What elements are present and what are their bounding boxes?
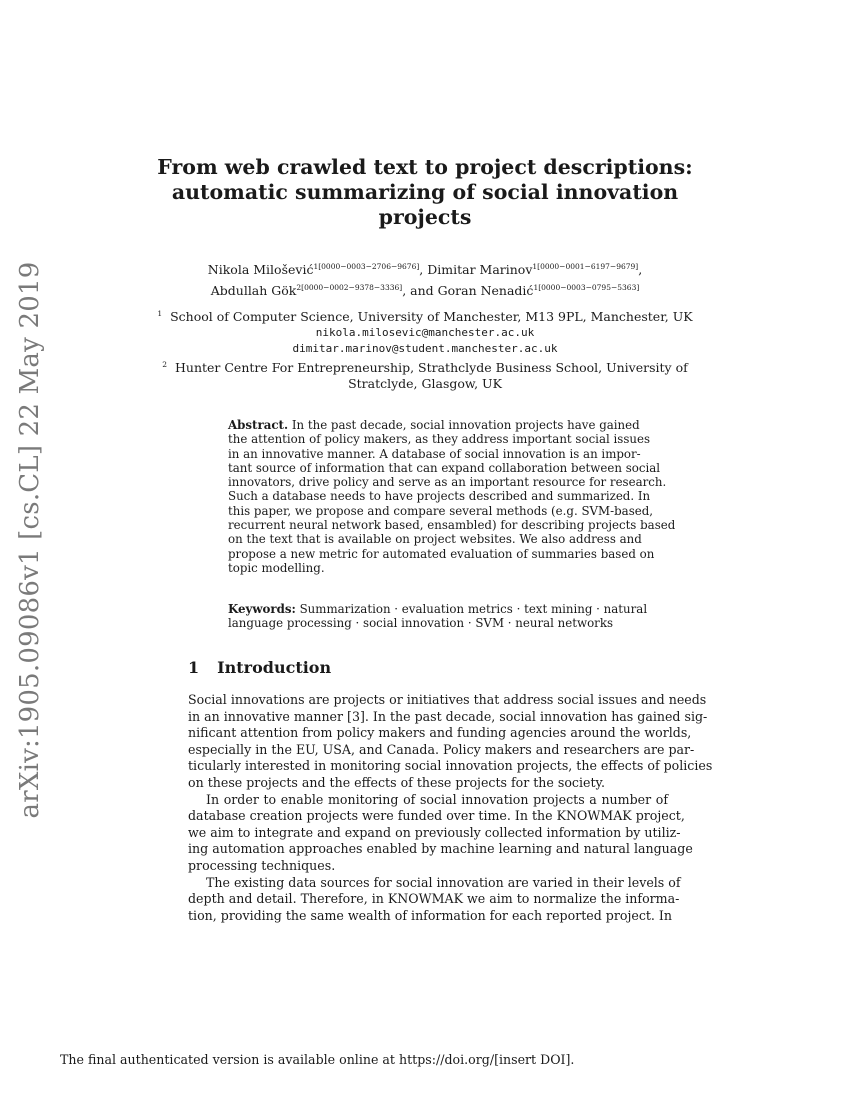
author-name: Abdullah Gök [210,283,297,298]
abstract-line: this paper, we propose and compare several methods (e.g. SVM-based, [228,503,654,518]
arxiv-id: arXiv:1905.09086v1 [cs.CL] 22 May 2019 [15,261,45,819]
section-number: 1 [188,658,200,677]
author-name: Nikola Milošević [207,262,314,277]
email-1[interactable]: nikola.milosevic@manchester.ac.uk [315,326,535,339]
affiliation-marker: 1 [157,309,163,318]
email-2[interactable]: dimitar.marinov@student.manchester.ac.uk [292,342,558,355]
abstract-label: Abstract. [228,418,289,432]
author-orcid: 1[0000−0003−2706−9676] [313,262,420,271]
abstract-line: innovators, drive policy and serve as an important resource for research. [228,475,667,490]
abstract-line: the attention of policy makers, as they address important social issues [228,432,651,447]
abstract-line [228,418,640,432]
keywords-label: Keywords: [228,602,296,616]
abstract-line: on the text that is available on project websites. We also address and [228,532,642,547]
body-line: depth and detail. Therefore, in KNOWMAK we aim to normalize the informa- [188,891,680,907]
title-line: automatic summarizing of social innovation [171,180,679,204]
body-line: In order to enable monitoring of social innovation projects a number of [206,791,668,807]
keywords-text: Summarization · evaluation metrics · text mining · natural [299,602,648,616]
author-name: , Dimitar Marinov [419,262,533,277]
author-name: , and Goran Nenadić [402,283,534,298]
affiliation-1 [150,306,700,325]
abstract-line: topic modelling. [228,560,325,575]
affiliation-marker: 2 [162,360,168,369]
author-orcid: 2[0000−0002−9378−3336] [296,283,403,292]
abstract-line: tant source of information that can expand collaboration between social [228,460,661,475]
abstract-line: in an innovative manner. A database of social innovation is an impor- [228,446,641,461]
body-line: tion, providing the same wealth of information for each reported project. In [188,907,673,923]
body-line: ticularly interested in monitoring social innovation projects, the effects of policies [188,758,713,774]
author-line [150,279,700,300]
body-line: The existing data sources for social innovation are varied in their levels of [206,874,681,890]
author-line [150,258,700,279]
abstract-line: propose a new metric for automated evaluation of summaries based on [228,546,655,561]
affiliation-text: Hunter Centre For Entrepreneurship, Strathclyde Business School, University of [175,360,688,375]
title-line: From web crawled text to project descriptions: [157,155,693,179]
paper-title [150,155,700,230]
body-text [188,692,713,924]
affiliations [150,306,700,392]
author-orcid: 1[0000−0001−6197−9679] [532,262,639,271]
section-title: Introduction [217,658,332,677]
affiliation-2 [150,357,700,376]
abstract-text: In the past decade, social innovation projects have gained [291,418,640,432]
keywords [228,602,648,631]
affiliation-text: School of Computer Science, University of Manchester, M13 9PL, Manchester, UK [170,309,693,324]
body-line: processing techniques. [188,857,336,873]
affiliation-2-cont: Stratclyde, Glasgow, UK [348,376,502,391]
keywords-line [228,602,648,616]
body-line: we aim to integrate and expand on previously collected information by utiliz- [188,824,681,840]
abstract [228,418,676,575]
body-line: nificant attention from policy makers and funding agencies around the worlds, [188,725,692,741]
title-line: projects [378,205,472,229]
body-line: in an innovative manner [3]. In the past decade, social innovation has gained sig- [188,708,708,724]
author-separator: , [638,262,643,277]
author-orcid: 1[0000−0003−0795−5363] [533,283,640,292]
body-line: database creation projects were funded over time. In the KNOWMAK project, [188,808,685,824]
author-list [150,258,700,300]
keywords-line: language processing · social innovation · SVM · neural networks [228,616,614,631]
abstract-line: recurrent neural network based, ensambled) for describing projects based [228,518,676,533]
body-line: especially in the EU, USA, and Canada. Policy makers and researchers are par- [188,741,695,757]
body-line: on these projects and the effects of these projects for the society. [188,774,605,790]
abstract-line: Such a database needs to have projects described and summarized. In [228,489,651,504]
arxiv-margin-stamp [0,261,60,819]
body-line: ing automation approaches enabled by machine learning and natural language [188,841,693,857]
section-heading [188,658,331,677]
footer-note: The final authenticated version is available online at https://doi.org/[insert DOI]. [60,1052,575,1067]
body-line: Social innovations are projects or initiatives that address social issues and needs [188,692,707,707]
